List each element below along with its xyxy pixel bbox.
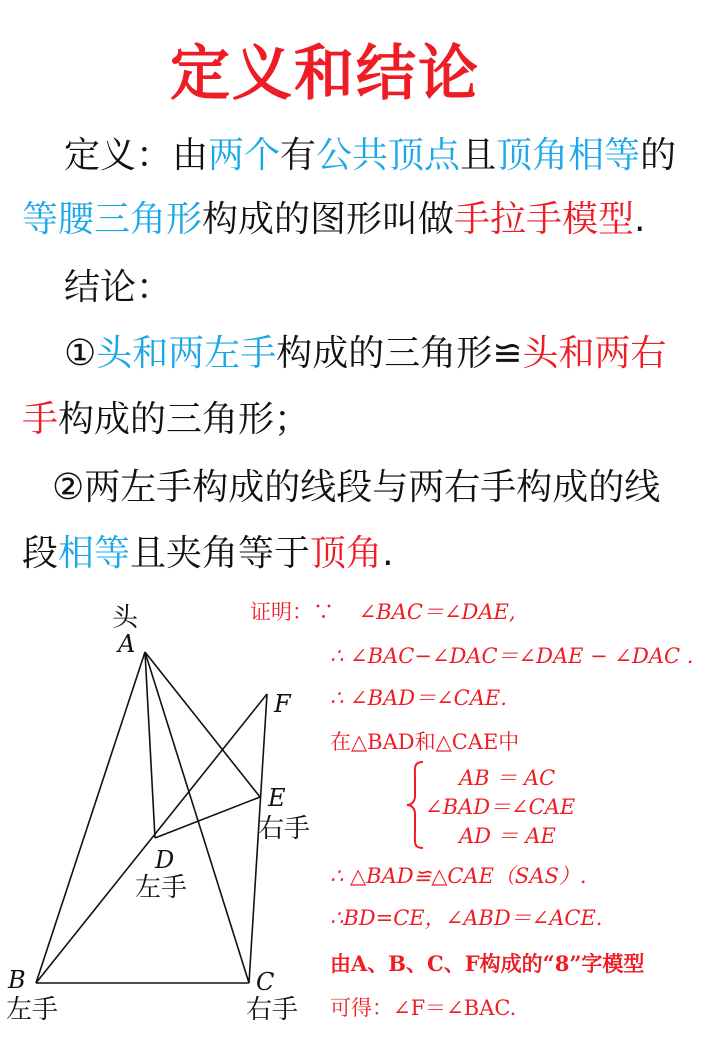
text-run: 定义：由 bbox=[64, 135, 209, 176]
text-run: 段 bbox=[22, 533, 59, 574]
conclusion-label: 结论： bbox=[64, 267, 173, 308]
segment-ac bbox=[145, 652, 249, 983]
system-eq-1: AB ＝ AC bbox=[459, 766, 556, 790]
text-run: 构成的三角形≌ bbox=[276, 333, 523, 374]
segment-de bbox=[155, 797, 260, 838]
right-hand-label-e: 右手 bbox=[258, 814, 311, 844]
point-label-b: B bbox=[8, 966, 26, 994]
text-run: . bbox=[634, 199, 646, 240]
text-run: 相等 bbox=[58, 533, 131, 574]
definition-line-1 bbox=[64, 132, 676, 180]
left-hand-label-b: 左手 bbox=[6, 995, 59, 1025]
text-run: 顶角相等 bbox=[496, 135, 641, 176]
point-label-d: D bbox=[155, 846, 175, 874]
text-run: 等腰三角形 bbox=[22, 199, 203, 240]
point-label-c: C bbox=[256, 968, 275, 996]
text-run: 的 bbox=[640, 135, 677, 176]
proof-line-4: 在△BAD和△CAE中 bbox=[330, 730, 520, 754]
page-title: 定义和结论 bbox=[170, 39, 480, 109]
proof-line-2: ∴ ∠BAC−∠DAC＝∠DAE − ∠DAC . bbox=[330, 644, 694, 668]
text-run: . bbox=[382, 533, 394, 574]
geometry-figure bbox=[0, 590, 360, 1040]
proof-line-1 bbox=[250, 598, 516, 626]
system-eq-3: AD ＝ AE bbox=[459, 824, 556, 848]
definition-line-2 bbox=[22, 196, 646, 244]
text-run: 构成的三角形； bbox=[58, 399, 311, 440]
conclusion-1-line-1 bbox=[64, 330, 666, 378]
text-run: 头和两右 bbox=[522, 333, 667, 374]
proof-line-1-prefix: 证明：∵ bbox=[250, 600, 334, 624]
point-label-e: E bbox=[268, 784, 286, 812]
text-run: 顶角 bbox=[310, 533, 383, 574]
equation-system bbox=[405, 760, 605, 850]
proof-line-6: ∴BD=CE，∠ABD＝∠ACE. bbox=[330, 906, 603, 930]
text-run: 头和两左手 bbox=[96, 333, 277, 374]
text-run: ① bbox=[64, 333, 97, 374]
conclusion-1-line-2 bbox=[22, 396, 310, 444]
conclusion-2-line-2 bbox=[22, 530, 394, 578]
proof-line-5: ∴ △BAD≌△CAE（SAS）. bbox=[330, 864, 587, 888]
head-label: 头 bbox=[112, 603, 139, 633]
left-hand-label-d: 左手 bbox=[135, 873, 188, 903]
text-run: 公共顶点 bbox=[316, 135, 461, 176]
text-run: 手 bbox=[22, 399, 59, 440]
right-hand-label-c: 右手 bbox=[246, 995, 299, 1025]
text-run: 手拉手模型 bbox=[454, 199, 635, 240]
proof-line-7: 由A、B、C、F构成的“8”字模型 bbox=[330, 951, 645, 976]
proof-line-8: 可得：∠F＝∠BAC. bbox=[330, 996, 517, 1020]
system-eq-2: ∠BAD＝∠CAE bbox=[425, 795, 576, 819]
text-run: 两个 bbox=[208, 135, 281, 176]
point-label-a: A bbox=[118, 630, 136, 658]
segment-ab bbox=[36, 652, 145, 983]
text-run: 且夹角等于 bbox=[130, 533, 311, 574]
text-run: 有 bbox=[280, 135, 317, 176]
text-run: 构成的图形叫做 bbox=[202, 199, 455, 240]
left-brace-icon bbox=[405, 760, 427, 850]
proof-line-1-math: ∠BAC＝∠DAE, bbox=[358, 600, 516, 624]
conclusion-2-line-1 bbox=[52, 464, 660, 512]
proof-line-3: ∴ ∠BAD＝∠CAE. bbox=[330, 686, 507, 710]
point-label-f: F bbox=[274, 690, 291, 718]
text-run: ②两左手构成的线段与两右手构成的线 bbox=[52, 467, 661, 508]
text-run: 且 bbox=[460, 135, 497, 176]
segment-bf bbox=[36, 694, 267, 983]
